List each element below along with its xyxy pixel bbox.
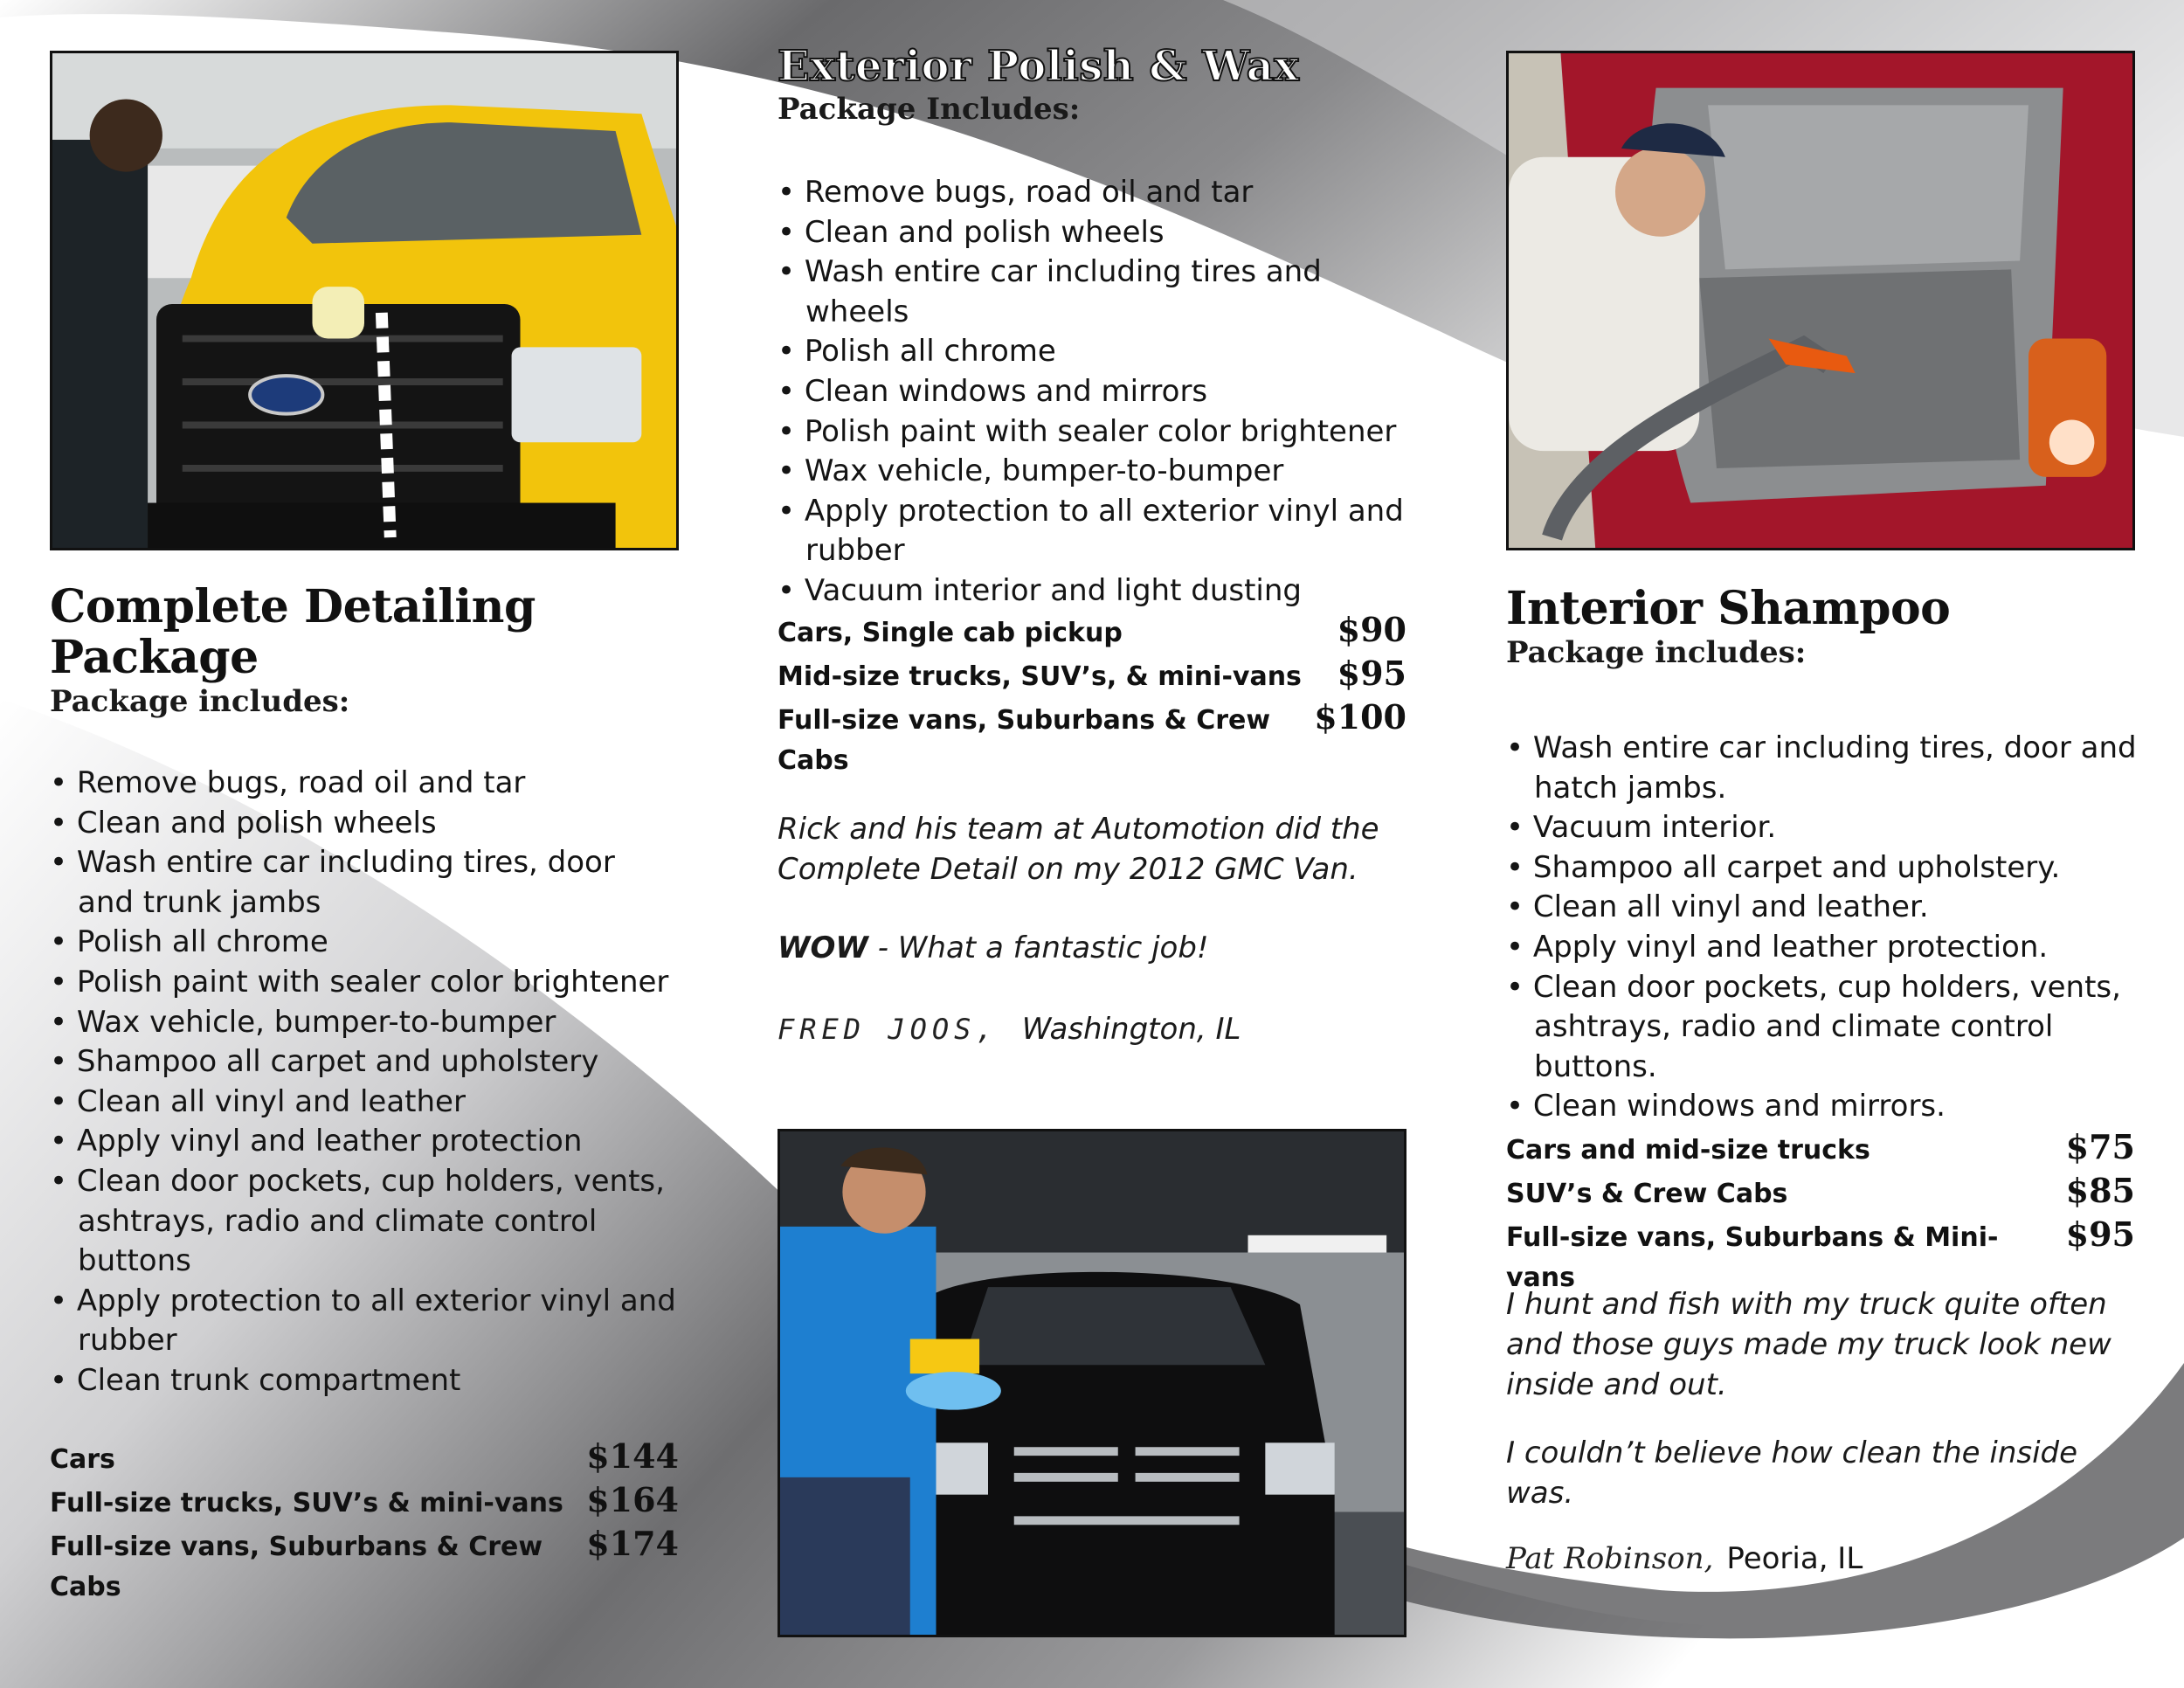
complete-detailing-prices bbox=[50, 1436, 679, 1608]
list-item: • Clean windows and mirrors. bbox=[1506, 1087, 2153, 1127]
list-item: • Apply protection to all exterior vinyl and rubber bbox=[50, 1282, 679, 1361]
list-item: • Wash entire car including tires and wheels bbox=[778, 253, 1424, 332]
photo-yellow-truck-washing bbox=[50, 51, 679, 550]
interior-testimonial-2: I couldn’t believe how clean the inside was. bbox=[1506, 1435, 2078, 1511]
list-item: • Polish all chrome bbox=[778, 332, 1424, 372]
price-row: Full-size vans, Suburbans & Crew Cabs $100 bbox=[778, 697, 1406, 776]
list-item: • Wax vehicle, bumper-to-bumper bbox=[778, 452, 1424, 492]
list-item: • Clean door pockets, cup holders, vents, ashtrays, radio and climate control buttons bbox=[50, 1162, 679, 1282]
interior-shampoo-subtitle: Package includes: bbox=[1506, 635, 1807, 670]
list-item: • Apply vinyl and leather protection. bbox=[1506, 928, 2153, 968]
complete-detailing-subtitle: Package includes: bbox=[50, 684, 350, 719]
interior-shampoo-title: Interior Shampoo bbox=[1506, 582, 1951, 635]
list-item: • Wash entire car including tires, door and hatch jambs. bbox=[1506, 729, 2153, 808]
interior-shampoo-prices bbox=[1506, 1127, 2135, 1298]
list-item: • Polish paint with sealer color brightener bbox=[50, 963, 679, 1003]
list-item: • Clean trunk compartment bbox=[50, 1361, 679, 1401]
signature-location: Peoria, IL bbox=[1726, 1541, 1863, 1576]
exterior-polish-title: Exterior Polish & Wax bbox=[778, 42, 1300, 91]
price-row: Cars, Single cab pickup $90 bbox=[778, 610, 1406, 649]
price-row: Mid-size trucks, SUV’s, & mini-vans $95 bbox=[778, 654, 1406, 693]
interior-shampoo-list bbox=[1506, 729, 2153, 1127]
interior-testimonial-1: I hunt and fish with my truck quite often and those guys made my truck look new inside and out. bbox=[1506, 1287, 2111, 1402]
interior-signature-line bbox=[1506, 1541, 2144, 1576]
list-item: • Vacuum interior. bbox=[1506, 808, 2153, 848]
price-row: Full-size vans, Suburbans & Mini-vans $95 bbox=[1506, 1214, 2135, 1293]
signature-fred-joos: FRED JOOS, bbox=[778, 1013, 999, 1046]
exterior-testimonial-wow: WOW - What a fantastic job! bbox=[778, 930, 1209, 965]
list-item: • Remove bugs, road oil and tar bbox=[50, 764, 679, 804]
exterior-polish-list bbox=[778, 173, 1424, 612]
exterior-testimonial: Rick and his team at Automotion did the Complete Detail on my 2012 GMC Van. bbox=[778, 812, 1379, 887]
list-item: • Remove bugs, road oil and tar bbox=[778, 173, 1424, 213]
complete-detailing-title: Complete Detailing Package bbox=[50, 580, 536, 684]
list-item: • Clean all vinyl and leather bbox=[50, 1083, 679, 1123]
list-item: • Apply vinyl and leather protection bbox=[50, 1122, 679, 1162]
complete-detailing-list bbox=[50, 764, 679, 1401]
list-item: • Vacuum interior and light dusting bbox=[778, 571, 1424, 612]
price-row: Full-size vans, Suburbans & Crew Cabs $174 bbox=[50, 1524, 679, 1602]
photo-black-truck-polish bbox=[778, 1129, 1406, 1637]
price-row: Full-size trucks, SUV’s & mini-vans $164 bbox=[50, 1480, 679, 1519]
list-item: • Polish paint with sealer color brightener bbox=[778, 412, 1424, 453]
price-row: Cars and mid-size trucks $75 bbox=[1506, 1127, 2135, 1166]
list-item: • Clean door pockets, cup holders, vents, ashtrays, radio and climate control buttons. bbox=[1506, 968, 2153, 1088]
photo-red-car-vacuum bbox=[1506, 51, 2135, 550]
list-item: • Shampoo all carpet and upholstery. bbox=[1506, 848, 2153, 889]
signature-pat-robinson: Pat Robinson, bbox=[1506, 1541, 1714, 1576]
list-item: • Clean all vinyl and leather. bbox=[1506, 888, 2153, 928]
list-item: • Apply protection to all exterior vinyl and rubber bbox=[778, 492, 1424, 571]
list-item: • Clean windows and mirrors bbox=[778, 372, 1424, 412]
list-item: • Wash entire car including tires, door and trunk jambs bbox=[50, 843, 679, 923]
price-row: Cars $144 bbox=[50, 1436, 679, 1476]
signature-location: Washington, IL bbox=[1021, 1012, 1241, 1047]
exterior-signature-line bbox=[778, 1009, 1424, 1049]
list-item: • Clean and polish wheels bbox=[50, 804, 679, 844]
price-row: SUV’s & Crew Cabs $85 bbox=[1506, 1171, 2135, 1210]
list-item: • Polish all chrome bbox=[50, 923, 679, 963]
list-item: • Clean and polish wheels bbox=[778, 213, 1424, 253]
list-item: • Shampoo all carpet and upholstery bbox=[50, 1042, 679, 1083]
list-item: • Wax vehicle, bumper-to-bumper bbox=[50, 1003, 679, 1043]
exterior-polish-subtitle: Package Includes: bbox=[778, 92, 1081, 127]
exterior-polish-prices bbox=[778, 610, 1406, 781]
